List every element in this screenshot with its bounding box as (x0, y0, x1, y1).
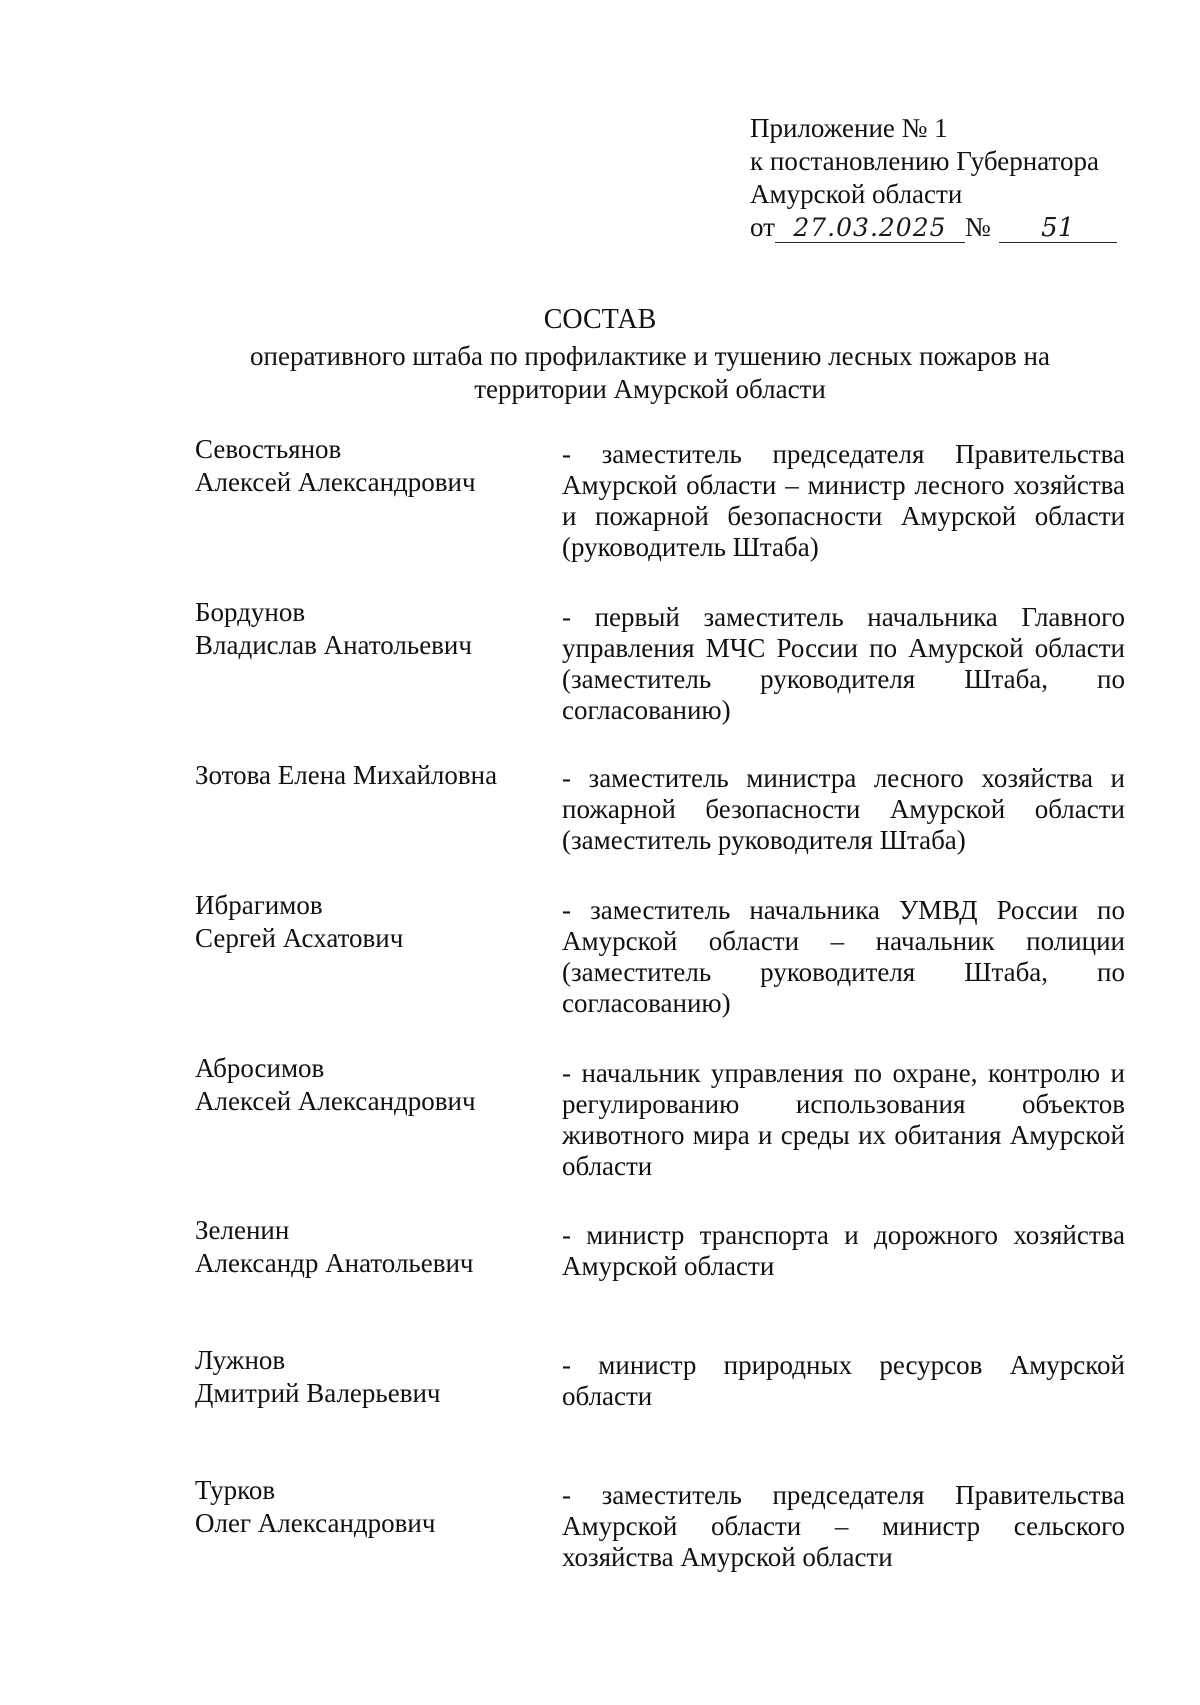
member-given-name: Алексей Александрович (195, 1086, 476, 1116)
member-name (195, 889, 535, 955)
member-name (195, 1474, 535, 1540)
member-surname: Севостьянов (195, 434, 342, 464)
member-name (195, 433, 535, 499)
member-surname: Турков (195, 1475, 276, 1505)
appendix-block (750, 112, 1117, 244)
member-role: - заместитель председателя Правительства Амурской области – министр лесного хозяйства и пожарной безопасности Амурской области (руководитель Штаба) (562, 439, 1125, 562)
member-name (195, 1052, 535, 1118)
member-surname: Зотова Елена Михайловна (195, 760, 498, 790)
member-role: - министр природных ресурсов Амурской области (562, 1350, 1125, 1411)
handwritten-date: 27.03.2025 (775, 214, 965, 243)
appendix-line-1: Приложение № 1 (750, 113, 948, 143)
appendix-line-3: Амурской области (750, 179, 963, 209)
member-surname: Зеленин (195, 1215, 290, 1245)
appendix-line-2: к постановлению Губернатора (750, 146, 1099, 176)
member-role: - первый заместитель начальника Главного управления МЧС России по Амурской области (заместитель руководителя Штаба, по согласованию) (562, 602, 1125, 725)
member-role: - заместитель начальника УМВД России по Амурской области – начальник полиции (заместитель руководителя Штаба, по согласованию) (562, 895, 1125, 1018)
appendix-date-line (750, 211, 1117, 244)
date-prefix: от (750, 212, 775, 242)
handwritten-number: 51 (999, 214, 1117, 243)
member-given-name: Дмитрий Валерьевич (195, 1378, 441, 1408)
member-surname: Лужнов (195, 1345, 286, 1375)
member-role: - начальник управления по охране, контролю и регулированию использования объектов животного мира и среды их обитания Амурской области (562, 1058, 1125, 1181)
member-name (195, 596, 535, 662)
document-subtitle: оперативного штаба по профилактике и тушению лесных пожаров на территории Амурской области (250, 341, 1050, 404)
member-given-name: Владислав Анатольевич (195, 630, 472, 660)
member-role: - заместитель председателя Правительства Амурской области – министр сельского хозяйства Амурской области (562, 1480, 1125, 1572)
member-surname: Абросимов (195, 1053, 325, 1083)
member-given-name: Сергей Асхатович (195, 923, 404, 953)
number-prefix: № (964, 212, 991, 242)
member-given-name: Алексей Александрович (195, 467, 476, 497)
member-name (195, 759, 535, 792)
member-name (195, 1214, 535, 1280)
member-role: - министр транспорта и дорожного хозяйства Амурской области (562, 1220, 1125, 1281)
member-name (195, 1344, 535, 1410)
member-given-name: Александр Анатольевич (195, 1248, 474, 1278)
document-title: СОСТАВ (543, 304, 657, 335)
member-surname: Ибрагимов (195, 890, 323, 920)
member-surname: Бордунов (195, 597, 306, 627)
member-role: - заместитель министра лесного хозяйства и пожарной безопасности Амурской области (заместитель руководителя Штаба) (562, 763, 1125, 855)
member-given-name: Олег Александрович (195, 1508, 436, 1538)
